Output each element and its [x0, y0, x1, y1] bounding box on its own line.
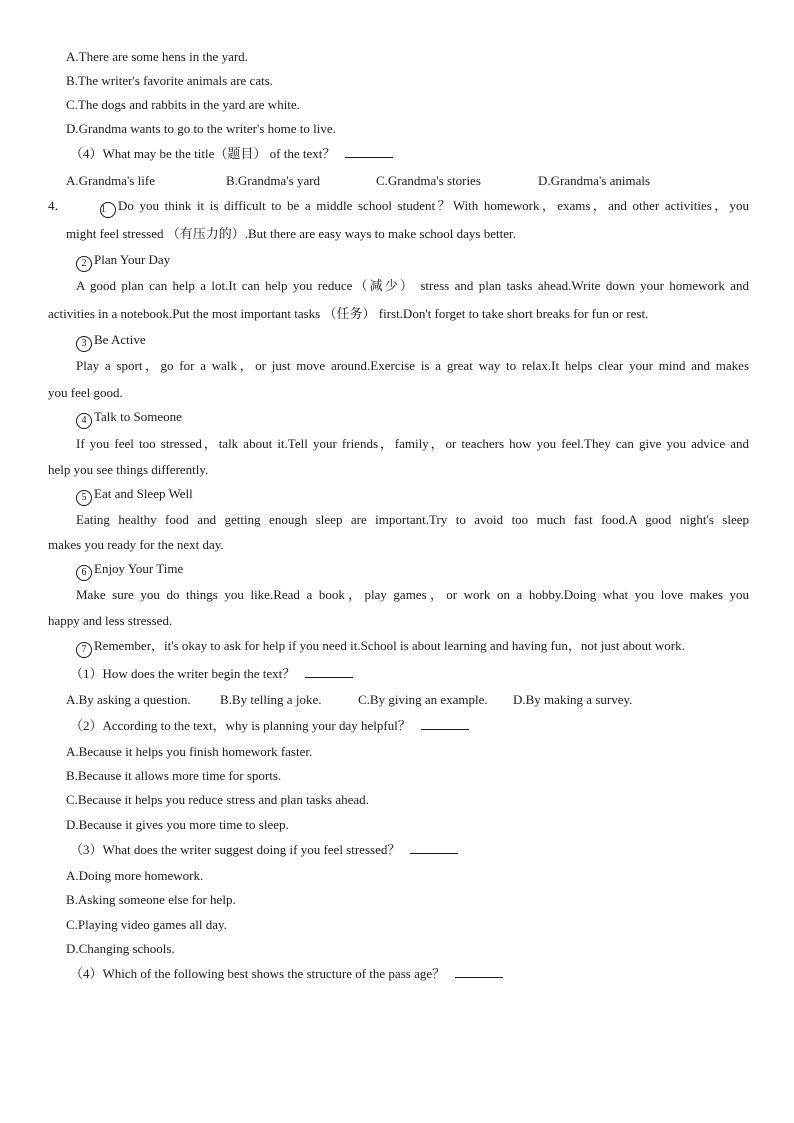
circled-number: 2: [76, 256, 92, 272]
circled-number: 3: [76, 336, 92, 352]
section-heading: 6 Enjoy Your Time: [76, 561, 183, 581]
paragraph-line: you feel good.: [48, 385, 123, 400]
question-stem: （1）How does the writer begin the text？: [70, 666, 353, 682]
option-b: B.Asking someone else for help.: [66, 892, 236, 907]
circled-number: 1: [100, 202, 116, 218]
option-a: A.Because it helps you finish homework faster.: [66, 744, 313, 759]
option-row: [66, 173, 746, 189]
section-heading: 5 Eat and Sleep Well: [76, 486, 193, 506]
question-stem: （4）Which of the following best shows the structure of the pass age？: [70, 966, 503, 982]
option-c: C.Because it helps you reduce stress and plan tasks ahead.: [66, 792, 369, 807]
option-b: B.Grandma's yard: [226, 173, 321, 188]
circled-number: 7: [76, 642, 92, 658]
option-b: B.The writer's favorite animals are cats.: [66, 73, 274, 88]
paragraph-line: A good plan can help a lot.It can help you reduce（减少） stress and plan tasks ahead.Write down your homework and: [76, 278, 749, 293]
option-d: D.Grandma's animals: [538, 173, 651, 188]
section-heading: 3 Be Active: [76, 332, 146, 352]
option-c: C.The dogs and rabbits in the yard are white.: [66, 97, 300, 112]
paragraph-line: makes you ready for the next day.: [48, 537, 224, 552]
paragraph-line: Make sure you do things you like.Read a book，play games，or work on a hobby.Doing what you love makes you: [76, 587, 749, 602]
circled-number: 4: [76, 413, 92, 429]
option-c: C.Playing video games all day.: [66, 917, 227, 932]
option-d: D.Grandma wants to go to the writer's home to live.: [66, 121, 336, 136]
section-heading: 2 Plan Your Day: [76, 252, 170, 272]
answer-blank: [455, 966, 503, 978]
paragraph-line: activities in a notebook.Put the most important tasks （任务） first.Don't forget to take short breaks for fun or rest.: [48, 306, 649, 321]
paragraph-line: Play a sport，go for a walk，or just move around.Exercise is a great way to relax.It helps clear your mind and makes: [76, 358, 749, 373]
answer-blank: [421, 718, 469, 730]
circled-number: 6: [76, 565, 92, 581]
answer-blank: [305, 666, 353, 678]
paragraph-line: 1 Do you think it is difficult to be a middle school student？With homework，exams，and other activities，you: [100, 198, 749, 218]
answer-blank: [410, 842, 458, 854]
option-d: D.Changing schools.: [66, 941, 175, 956]
option-a: A.By asking a question.: [66, 692, 191, 707]
option-c: C.By giving an example.: [358, 692, 488, 707]
question-stem: （2）According to the text，why is planning your day helpful？: [70, 718, 469, 734]
paragraph-line: Eating healthy food and getting enough sleep are important.Try to avoid too much fast food.A good night's sleep: [76, 512, 749, 527]
section-heading: 4 Talk to Someone: [76, 409, 182, 429]
option-a: A.There are some hens in the yard.: [66, 49, 248, 64]
answer-blank: [345, 146, 393, 158]
option-b: B.By telling a joke.: [220, 692, 322, 707]
option-a: A.Grandma's life: [66, 173, 155, 188]
question-stem: （3）What does the writer suggest doing if you feel stressed？: [70, 842, 458, 858]
circled-number: 5: [76, 490, 92, 506]
paragraph-line: might feel stressed （有压力的）.But there are easy ways to make school days better.: [66, 226, 516, 241]
option-c: C.Grandma's stories: [376, 173, 481, 188]
paragraph-line: 7 Remember，it's okay to ask for help if you need it.School is about learning and having fun，not just about work.: [76, 638, 685, 658]
option-d: D.By making a survey.: [513, 692, 633, 707]
option-b: B.Because it allows more time for sports.: [66, 768, 282, 783]
option-a: A.Doing more homework.: [66, 868, 204, 883]
option-d: D.Because it gives you more time to sleep.: [66, 817, 289, 832]
question-number: 4．: [48, 198, 68, 213]
question-stem: （4）What may be the title（题目） of the text？: [70, 146, 393, 162]
paragraph-line: help you see things differently.: [48, 462, 209, 477]
paragraph-line: If you feel too stressed，talk about it.Tell your friends，family，or teachers how you feel.They can give you advice and: [76, 436, 749, 451]
paragraph-line: happy and less stressed.: [48, 613, 173, 628]
option-row: [66, 692, 746, 708]
